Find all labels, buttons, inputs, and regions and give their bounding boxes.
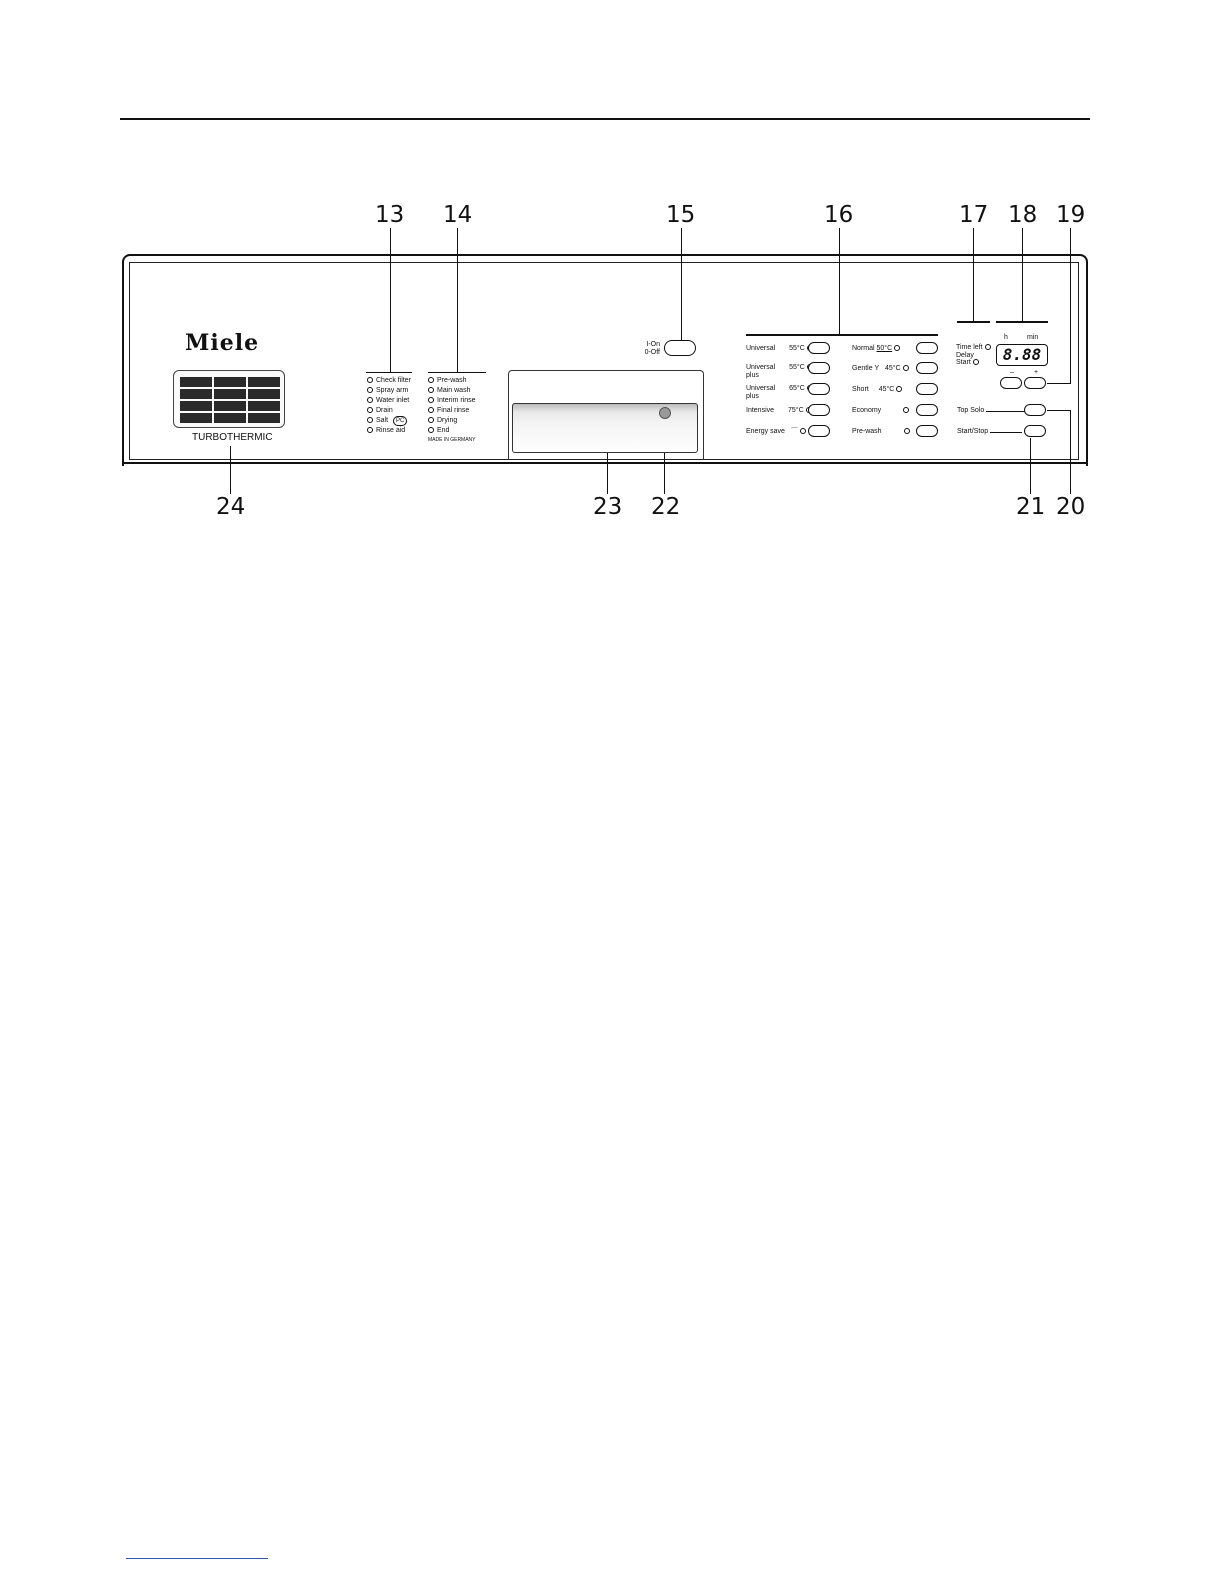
- led-icon: [428, 427, 434, 433]
- callout-17: 17: [959, 202, 989, 228]
- stage-interim-rinse: Interim rinse: [428, 396, 476, 406]
- program-energy-save-button[interactable]: [808, 425, 830, 437]
- bar-18: [996, 321, 1048, 323]
- fault-drain: Drain: [367, 406, 411, 416]
- stage-pre-wash: Pre-wash: [428, 376, 476, 386]
- top-solo-button[interactable]: [1024, 404, 1046, 416]
- fault-rinse-aid: Rinse aid: [367, 426, 411, 436]
- plus-label: +: [1034, 369, 1039, 376]
- fault-indicator-list: [367, 376, 411, 436]
- drawer-release-knob[interactable]: [659, 407, 671, 419]
- leader-20-hook: [1047, 410, 1071, 411]
- power-off-label: 0-Off: [644, 349, 660, 356]
- led-icon: [367, 407, 373, 413]
- fault-spray-arm: Spray arm: [367, 386, 411, 396]
- power-button[interactable]: [664, 340, 696, 356]
- stage-end: End: [428, 426, 476, 436]
- program-universal-plus-55: Universal 55°C plus: [746, 364, 816, 380]
- stage-drying: Drying: [428, 416, 476, 426]
- led-icon: [903, 407, 909, 413]
- led-icon: [367, 387, 373, 393]
- callout-14: 14: [443, 202, 473, 228]
- stage-indicator-list: [428, 376, 476, 444]
- led-icon: [367, 427, 373, 433]
- callout-16: 16: [824, 202, 854, 228]
- footnote-rule: [126, 1558, 268, 1559]
- leader-24: [230, 446, 231, 494]
- fault-water-inlet: Water inlet: [367, 396, 411, 406]
- callout-22: 22: [651, 494, 681, 520]
- led-icon: [894, 345, 900, 351]
- leader-15: [681, 228, 682, 340]
- glass-icon: Y: [874, 365, 879, 372]
- callout-18: 18: [1008, 202, 1038, 228]
- top-solo-indicator: Top Solo: [957, 406, 1039, 416]
- time-display: 8.88: [996, 344, 1048, 366]
- start-stop-indicator: Start/Stop: [957, 427, 1033, 437]
- bar-13: [366, 372, 412, 373]
- control-panel-bottom: [122, 462, 1088, 464]
- power-labels: [642, 341, 660, 357]
- power-on-label: I-On: [646, 341, 660, 348]
- salt-symbol-icon: PC: [393, 416, 407, 426]
- leader-20: [1070, 410, 1071, 494]
- led-icon: [428, 377, 434, 383]
- fault-check-filter: Check filter: [367, 376, 411, 386]
- tap-icon: ⌒: [790, 428, 798, 435]
- led-icon: [985, 344, 991, 350]
- led-icon: [904, 428, 910, 434]
- program-economy-button[interactable]: [916, 404, 938, 416]
- callout-13: 13: [375, 202, 405, 228]
- callout-23: 23: [593, 494, 623, 520]
- turbothermic-label: TURBOTHERMIC: [192, 432, 273, 443]
- program-universal-plus-55-button[interactable]: [808, 362, 830, 374]
- led-icon: [428, 387, 434, 393]
- delay-start-indicator: Delay Start: [956, 352, 982, 366]
- callout-19: 19: [1056, 202, 1086, 228]
- time-left-indicator: Time left: [956, 343, 994, 353]
- hours-label: h: [1004, 334, 1008, 341]
- callout-20: 20: [1056, 494, 1086, 520]
- program-pre-wash: Pre-wash: [852, 427, 913, 437]
- start-stop-button[interactable]: [1024, 425, 1046, 437]
- program-universal-55: Universal 55°C: [746, 344, 816, 354]
- callout-15: 15: [666, 202, 696, 228]
- program-universal-plus-65-button[interactable]: [808, 383, 830, 395]
- led-icon: [367, 377, 373, 383]
- program-universal-plus-65: Universal 65°C plus: [746, 385, 816, 401]
- program-short: Short 45°C: [852, 385, 905, 395]
- led-icon: [896, 386, 902, 392]
- program-universal-55-button[interactable]: [808, 342, 830, 354]
- leader-18: [1022, 228, 1023, 322]
- stage-main-wash: Main wash: [428, 386, 476, 396]
- program-normal-button[interactable]: [916, 342, 938, 354]
- turbothermic-vent: [173, 370, 285, 428]
- callout-24: 24: [216, 494, 246, 520]
- leader-16: [839, 228, 840, 335]
- program-intensive: Intensive 75°C: [746, 406, 815, 416]
- leader-21: [1030, 438, 1031, 494]
- program-energy-save: Energy save ⌒: [746, 427, 809, 437]
- bar-14: [428, 372, 486, 373]
- plus-button[interactable]: [1024, 377, 1046, 389]
- leader-19: [1070, 228, 1071, 384]
- program-economy: Economy: [852, 406, 912, 416]
- program-normal: Normal 50°C: [852, 344, 903, 354]
- led-icon: [367, 397, 373, 403]
- bar-17: [957, 321, 990, 323]
- leader-13: [390, 228, 391, 372]
- made-in-label: MADE IN GERMANY: [428, 437, 476, 443]
- program-intensive-button[interactable]: [808, 404, 830, 416]
- bar-16: [746, 334, 938, 336]
- program-gentle-button[interactable]: [916, 362, 938, 374]
- fault-salt: Salt PC: [367, 416, 411, 426]
- leader-17: [973, 228, 974, 322]
- led-icon: [428, 417, 434, 423]
- minus-button[interactable]: [1000, 377, 1022, 389]
- led-icon: [800, 428, 806, 434]
- program-short-button[interactable]: [916, 383, 938, 395]
- led-icon: [428, 407, 434, 413]
- program-pre-wash-button[interactable]: [916, 425, 938, 437]
- leader-14: [457, 228, 458, 372]
- callout-21: 21: [1016, 494, 1046, 520]
- miele-logo: Miele: [185, 330, 260, 356]
- led-icon: [903, 365, 909, 371]
- program-gentle: Gentle Y 45°C: [852, 364, 912, 374]
- leader-19-hook: [1047, 383, 1071, 384]
- header-rule: [120, 118, 1090, 120]
- led-icon: [973, 359, 979, 365]
- led-icon: [428, 397, 434, 403]
- led-icon: [367, 417, 373, 423]
- minus-label: –: [1010, 369, 1014, 376]
- minutes-label: min: [1027, 334, 1039, 341]
- stage-final-rinse: Final rinse: [428, 406, 476, 416]
